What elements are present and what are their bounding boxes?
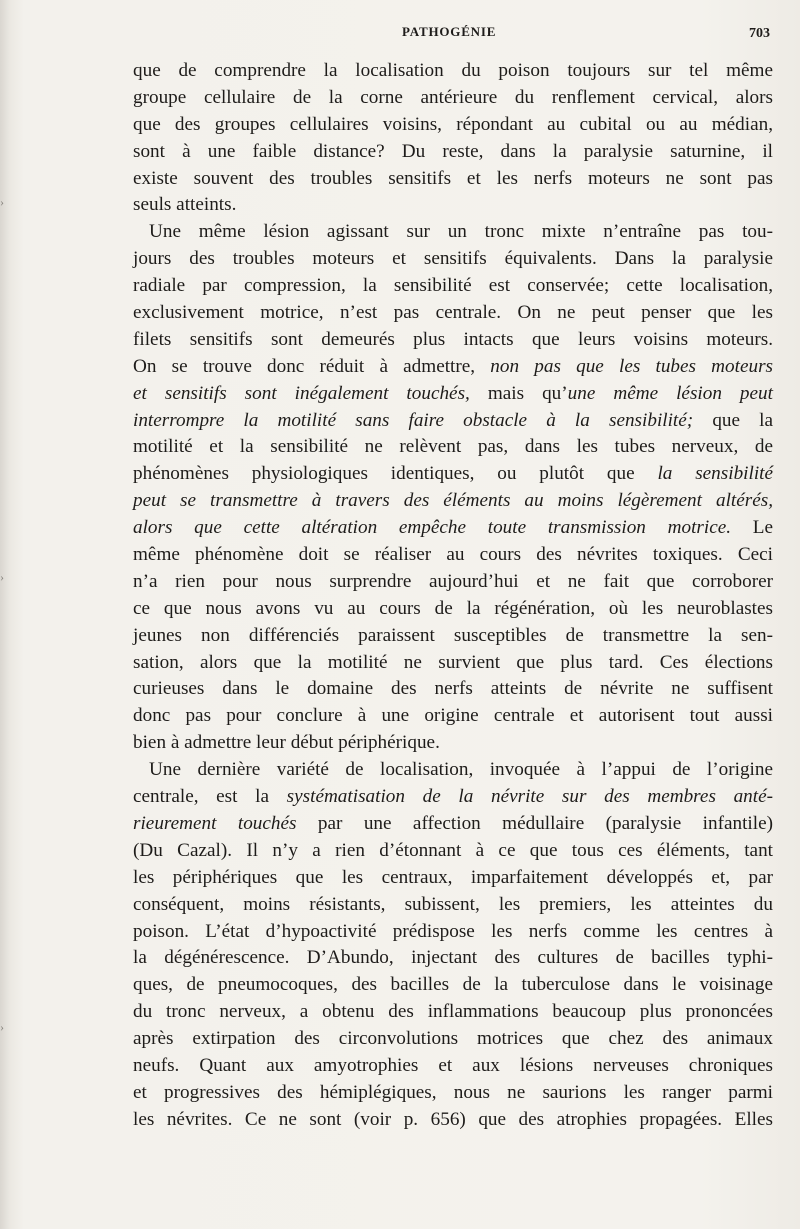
text-segment: après extirpation des circonvolutions motrices que chez des animaux <box>133 1028 773 1050</box>
text-segment: et progressives des hémiplégiques, nous ne saurions les ranger parmi <box>133 1081 773 1103</box>
text-line <box>133 730 773 757</box>
text-segment: neufs. Quant aux amyotrophies et aux lésions nerveuses chroniques <box>133 1054 773 1076</box>
text-segment: exclusivement motrice, n’est pas centrale. On ne peut penser que les <box>133 302 773 324</box>
italic-text-segment: non pas que les tubes moteurs <box>490 355 774 377</box>
text-line <box>133 784 773 811</box>
text-line <box>133 354 773 381</box>
text-segment: ques, de pneumocoques, des bacilles de la tuberculose dans le voisinage <box>133 974 773 996</box>
text-line <box>133 300 773 327</box>
text-line <box>133 999 773 1026</box>
page-header <box>130 24 770 48</box>
text-line <box>133 112 773 139</box>
binding-mark-middle: › <box>0 570 4 584</box>
text-segment: que des groupes cellulaires voisins, répondant au cubital ou au médian, <box>133 113 773 135</box>
text-line <box>133 408 773 435</box>
text-segment: même phénomène doit se réaliser au cours des névrites toxiques. Ceci <box>133 544 773 566</box>
text-segment: les névrites. Ce ne sont (voir p. 656) que des atrophies propagées. Elles <box>133 1108 773 1130</box>
text-line <box>133 488 773 515</box>
italic-text-segment: et sensitifs sont inégalement touchés, <box>133 382 470 404</box>
text-segment: Le <box>731 517 773 539</box>
text-segment: que de comprendre la localisation du poison toujours sur tel même <box>133 60 773 81</box>
text-line <box>133 461 773 488</box>
binding-mark-bottom: › <box>0 1020 4 1034</box>
running-head: PATHOGÉNIE <box>402 24 497 39</box>
text-line <box>133 703 773 730</box>
text-line <box>133 623 773 650</box>
text-segment: (Du Cazal). Il n’y a rien d’étonnant à ce que tous ces éléments, tant <box>133 839 773 861</box>
text-line <box>133 1107 773 1134</box>
text-segment: Une dernière variété de localisation, invoquée à l’appui de l’origine <box>149 759 773 781</box>
italic-text-segment: interrompre la motilité sans faire obstacle à la sensibilité; <box>133 409 694 431</box>
italic-text-segment: alors que cette altération empêche toute transmission motrice. <box>133 517 732 539</box>
text-segment: groupe cellulaire de la corne antérieure du renflement cervical, alors <box>133 86 773 108</box>
text-segment: centrale, est la <box>133 786 287 808</box>
text-segment: mais qu’ <box>469 382 568 404</box>
italic-text-segment: systématisation de la névrite sur des membres anté- <box>286 786 773 808</box>
text-segment: les périphériques que les centraux, imparfaitement développés et, par <box>133 866 773 888</box>
text-segment: radiale par compression, la sensibilité est conservée; cette localisation, <box>133 275 773 297</box>
text-line <box>133 919 773 946</box>
text-segment: ce que nous avons vu au cours de la régénération, où les neuroblastes <box>133 597 773 619</box>
text-segment: n’a rien pour nous surprendre aujourd’hui et ne fait que corroborer <box>133 570 773 592</box>
text-segment: jours des troubles moteurs et sensitifs équivalents. Dans la paralysie <box>133 248 773 270</box>
text-line <box>133 542 773 569</box>
text-line <box>133 1080 773 1107</box>
text-line <box>133 865 773 892</box>
text-line <box>133 58 773 85</box>
text-segment: On se trouve donc réduit à admettre, <box>133 355 491 377</box>
body-text <box>133 58 773 1134</box>
text-line <box>133 246 773 273</box>
text-segment: du tronc nerveux, a obtenu des inflammations beaucoup plus prononcées <box>133 1001 773 1023</box>
text-segment: conséquent, moins résistants, subissent, les premiers, les atteintes du <box>133 893 773 915</box>
text-line <box>133 85 773 112</box>
page-number: 703 <box>749 26 770 41</box>
text-segment: poison. L’état d’hypoactivité prédispose les nerfs comme les centres à <box>133 920 773 942</box>
text-line <box>133 381 773 408</box>
text-segment: bien à admettre leur début périphérique. <box>133 732 440 754</box>
text-segment: filets sensitifs sont demeurés plus intacts que leurs voisins moteurs. <box>133 328 773 350</box>
text-segment: seuls atteints. <box>133 194 237 216</box>
text-segment: la dégénérescence. D’Abundo, injectant des cultures de bacilles typhi- <box>133 947 773 969</box>
text-line <box>133 650 773 677</box>
text-line <box>133 838 773 865</box>
text-segment: motilité et la sensibilité ne relèvent pas, dans les tubes nerveux, de <box>133 436 773 458</box>
text-line <box>133 139 773 166</box>
text-line <box>133 515 773 542</box>
text-line <box>133 892 773 919</box>
text-segment: Une même lésion agissant sur un tronc mixte n’entraîne pas tou- <box>149 221 773 243</box>
text-line <box>133 569 773 596</box>
binding-mark-top: › <box>0 195 4 209</box>
text-line <box>133 811 773 838</box>
text-line <box>133 434 773 461</box>
text-segment: jeunes non différenciés paraissent susceptibles de transmettre la sen- <box>133 624 773 646</box>
text-line <box>133 945 773 972</box>
italic-text-segment: une même lésion peut <box>567 382 773 404</box>
text-segment: donc pas pour conclure à une origine centrale et autorisent tout aussi <box>133 705 773 727</box>
text-segment: existe souvent des troubles sensitifs et les nerfs moteurs ne sont pas <box>133 167 773 189</box>
text-line <box>133 273 773 300</box>
text-line <box>133 757 773 784</box>
italic-text-segment: rieurement touchés <box>133 812 297 834</box>
text-segment: sont à une faible distance? Du reste, dans la paralysie saturnine, il <box>133 140 773 162</box>
text-line <box>133 596 773 623</box>
text-segment: par une affection médullaire (paralysie infantile) <box>296 812 773 834</box>
italic-text-segment: peut se transmettre à travers des éléments au moins légèrement altérés, <box>133 490 773 512</box>
text-segment: phénomènes physiologiques identiques, ou plutôt que <box>133 463 658 485</box>
text-line <box>133 192 773 219</box>
text-line <box>133 1053 773 1080</box>
text-line <box>133 972 773 999</box>
text-segment: curieuses dans le domaine des nerfs atteints de névrite ne suffisent <box>133 678 773 700</box>
text-segment: que la <box>693 409 773 431</box>
text-line <box>133 327 773 354</box>
italic-text-segment: la sensibilité <box>657 463 774 485</box>
text-line <box>133 676 773 703</box>
text-line <box>133 219 773 246</box>
text-line <box>133 1026 773 1053</box>
text-line <box>133 166 773 193</box>
text-segment: sation, alors que la motilité ne survient que plus tard. Ces élections <box>133 651 773 673</box>
